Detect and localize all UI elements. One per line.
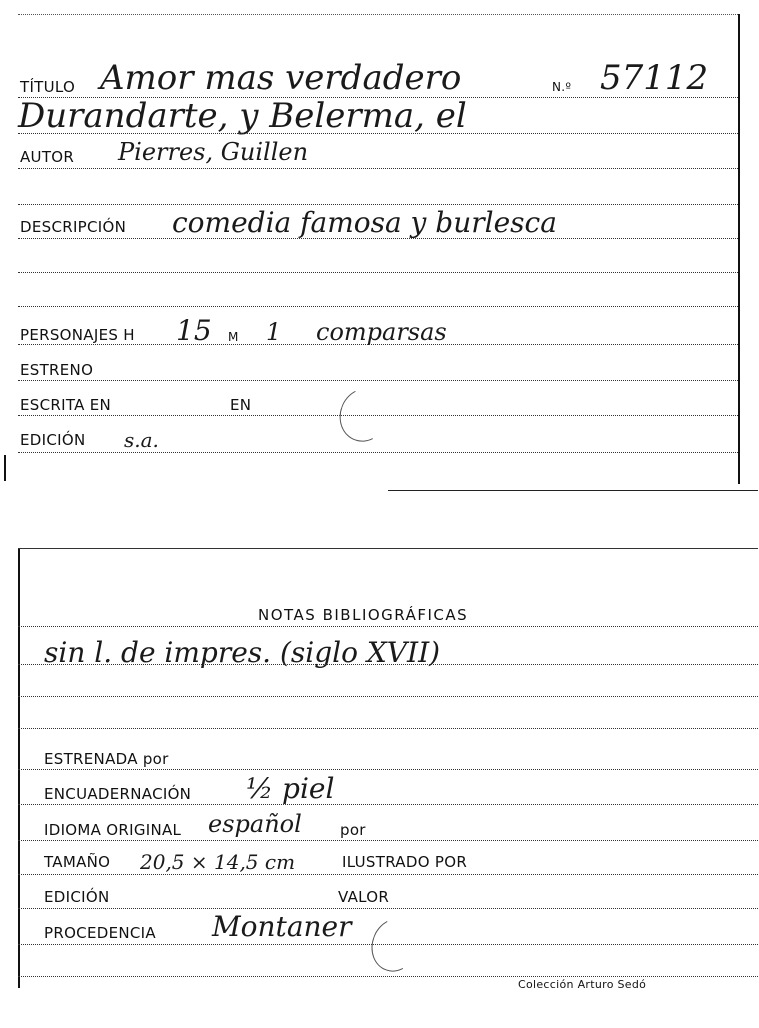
card-bottom-edge xyxy=(388,490,758,491)
personajes-m-value: 1 xyxy=(266,318,282,346)
numero-value: 57112 xyxy=(600,58,709,98)
edicion2-line xyxy=(18,908,758,909)
titulo-line-2 xyxy=(18,133,738,134)
edicion-label: EDICIÓN xyxy=(20,431,86,449)
notas-line xyxy=(18,664,758,665)
notas-heading-line xyxy=(18,626,758,627)
escrita-label: ESCRITA EN xyxy=(20,396,112,414)
bottom-line xyxy=(18,976,758,977)
numero-label: N.º xyxy=(552,80,572,94)
edicion-line xyxy=(18,452,738,453)
edicion-value: s.a. xyxy=(124,428,159,452)
personajes-extra: comparsas xyxy=(316,318,447,346)
en-label: EN xyxy=(230,396,252,414)
titulo-label: TÍTULO xyxy=(20,78,76,96)
paper-smudge xyxy=(332,381,396,448)
blank-line-3 xyxy=(18,306,738,307)
procedencia-line xyxy=(18,944,758,945)
estrenada-line xyxy=(18,769,758,770)
card-right-edge xyxy=(738,14,740,484)
idioma-line xyxy=(18,840,758,841)
personajes-h-value: 15 xyxy=(176,314,212,347)
idioma-label: IDIOMA ORIGINAL xyxy=(44,821,182,839)
estreno-line xyxy=(18,380,738,381)
card-left-mark xyxy=(4,455,6,481)
catalog-card-bottom xyxy=(0,540,759,1000)
personajes-line xyxy=(18,344,738,345)
blank-line-2 xyxy=(18,272,738,273)
personajes-label: PERSONAJES H xyxy=(20,326,135,344)
encuadernacion-value: ½ piel xyxy=(246,772,335,805)
card-top-edge xyxy=(18,14,738,15)
autor-label: AUTOR xyxy=(20,148,75,166)
paper-smudge-2 xyxy=(364,912,426,978)
notas-blank-1 xyxy=(18,696,758,697)
autor-line xyxy=(18,168,738,169)
idioma-value: español xyxy=(208,810,302,838)
tamano-line xyxy=(18,874,758,875)
titulo-value: Amor mas verdadero xyxy=(100,58,462,98)
encuadernacion-label: ENCUADERNACIÓN xyxy=(44,785,192,803)
autor-value: Pierres, Guillen xyxy=(118,138,309,166)
card2-left-edge xyxy=(18,548,20,988)
card2-top-edge xyxy=(18,548,758,549)
estrenada-label: ESTRENADA por xyxy=(44,750,169,768)
descripcion-line xyxy=(18,238,738,239)
descripcion-value: comedia famosa y burlesca xyxy=(172,206,557,239)
blank-line-1 xyxy=(18,204,738,205)
tamano-label: TAMAÑO xyxy=(44,853,111,871)
procedencia-value: Montaner xyxy=(212,910,352,943)
notas-blank-2 xyxy=(18,728,758,729)
notas-heading: NOTAS BIBLIOGRÁFICAS xyxy=(258,606,469,624)
por-label: por xyxy=(340,821,366,839)
ilustrado-label: ILUSTRADO POR xyxy=(342,853,468,871)
catalog-card-top xyxy=(0,0,759,495)
coleccion-credit: Colección Arturo Sedó xyxy=(518,978,647,991)
personajes-m-label: M xyxy=(228,330,239,344)
procedencia-label: PROCEDENCIA xyxy=(44,924,156,942)
tamano-value: 20,5 × 14,5 cm xyxy=(140,850,296,874)
titulo-line2: Durandarte, y Belerma, el xyxy=(18,96,467,136)
estreno-label: ESTRENO xyxy=(20,361,94,379)
valor-label: VALOR xyxy=(338,888,390,906)
notas-value: sin l. de impres. (siglo XVII) xyxy=(44,636,441,669)
descripcion-label: DESCRIPCIÓN xyxy=(20,218,127,236)
encuadernacion-line xyxy=(18,804,758,805)
edicion2-label: EDICIÓN xyxy=(44,888,110,906)
